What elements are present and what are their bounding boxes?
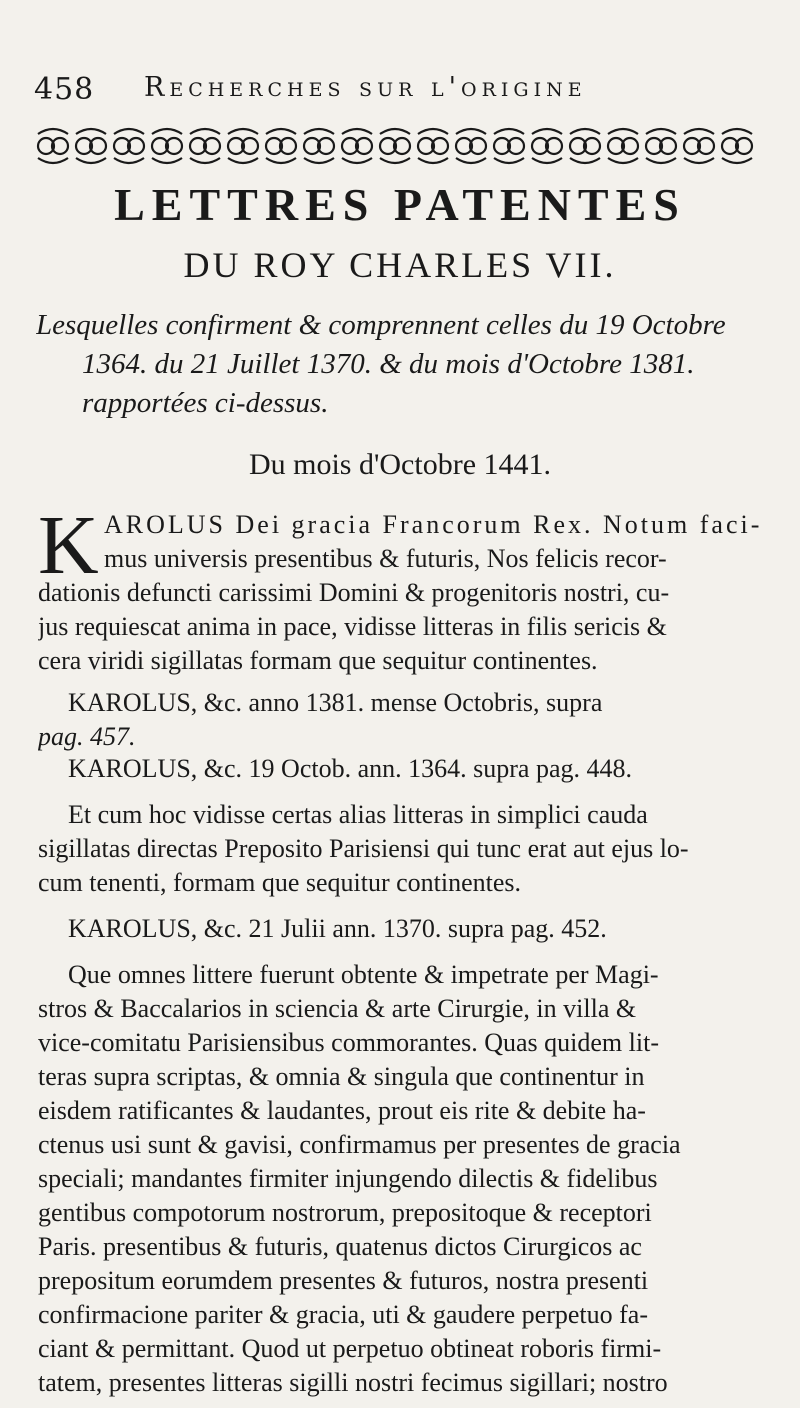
paragraph-line: cum tenenti, formam que sequitur continentes. bbox=[38, 868, 522, 897]
paragraph bbox=[38, 912, 764, 946]
paragraph-line: mus universis presentibus & futuris, Nos felicis recor- bbox=[104, 544, 667, 573]
main-title-line2: DU ROY CHARLES VII. bbox=[183, 245, 617, 285]
paragraph-line: sigillatas directas Preposito Parisiensi qui tunc erat aut ejus lo- bbox=[38, 834, 689, 863]
paragraph-line: cera viridi sigillatas formam que sequitur continentes. bbox=[38, 646, 598, 675]
running-title: Recherches sur l'origine bbox=[144, 72, 587, 103]
subtitle-line: 1364. du 21 Juillet 1370. & du mois d'Octobre 1381. bbox=[82, 348, 695, 380]
paragraph-line: Et cum hoc vidisse certas alias litteras in simplici cauda bbox=[68, 800, 648, 829]
paragraph bbox=[38, 752, 764, 786]
paragraph-line: teras supra scriptas, & omnia & singula que continentur in bbox=[38, 1062, 645, 1091]
subtitle bbox=[36, 306, 766, 423]
paragraph-line: speciali; mandantes firmiter injungendo dilectis & fidelibus bbox=[38, 1164, 658, 1193]
paragraph-line: AROLUS Dei gracia Francorum Rex. Notum faci- bbox=[104, 510, 763, 539]
ornamental-band bbox=[34, 122, 764, 170]
paragraph-line: Paris. presentibus & futuris, quatenus dictos Cirurgicos ac bbox=[38, 1232, 642, 1261]
page-header bbox=[34, 72, 774, 116]
paragraph-line: ctenus usi sunt & gavisi, confirmamus per presentes de gracia bbox=[38, 1130, 681, 1159]
paragraph-line: stros & Baccalarios in sciencia & arte Cirurgie, in villa & bbox=[38, 994, 637, 1023]
dateline: Du mois d'Octobre 1441. bbox=[248, 448, 552, 481]
paragraph-line: jus requiescat anima in pace, vidisse litteras in filis sericis & bbox=[38, 612, 667, 641]
subtitle-line: Lesquelles confirment & comprennent celles du 19 Octobre bbox=[36, 309, 726, 341]
drop-cap: K bbox=[38, 499, 99, 592]
paragraph-line: Que omnes littere fuerunt obtente & impetrate per Magi- bbox=[68, 960, 659, 989]
paragraph-line: KAROLUS, &c. 21 Julii ann. 1370. supra pag. 452. bbox=[68, 914, 607, 943]
paragraph bbox=[38, 958, 764, 1400]
paragraph-line: KAROLUS, &c. anno 1381. mense Octobris, supra bbox=[68, 688, 603, 717]
paragraph-line: pag. 457. bbox=[38, 722, 136, 751]
main-title-line1: LETTRES PATENTES bbox=[114, 179, 686, 230]
paragraph-line: prepositum eorumdem presentes & futuros, nostra presenti bbox=[38, 1266, 649, 1295]
paragraph-line: KAROLUS, &c. 19 Octob. ann. 1364. supra pag. 448. bbox=[68, 754, 632, 783]
paragraph-line: confirmacione pariter & gracia, uti & gaudere perpetuo fa- bbox=[38, 1300, 648, 1329]
page-number: 458 bbox=[34, 72, 95, 107]
paragraph bbox=[38, 686, 764, 754]
paragraph-line: eisdem ratificantes & laudantes, prout eis rite & debite ha- bbox=[38, 1096, 646, 1125]
paragraph bbox=[38, 499, 764, 678]
paragraph-line: tatem, presentes litteras sigilli nostri fecimus sigillari; nostro bbox=[38, 1368, 668, 1397]
paragraph-line: ciant & permittant. Quod ut perpetuo obtineat roboris firmi- bbox=[38, 1334, 662, 1363]
paragraph-line: vice-comitatu Parisiensibus commorantes. Quas quidem lit- bbox=[38, 1028, 659, 1057]
subtitle-line: rapportées ci-dessus. bbox=[82, 387, 329, 419]
paragraph-line: gentibus compotorum nostrorum, prepositoque & receptori bbox=[38, 1198, 652, 1227]
paragraph bbox=[38, 798, 764, 900]
paragraph-line: dationis defuncti carissimi Domini & progenitoris nostri, cu- bbox=[38, 578, 670, 607]
